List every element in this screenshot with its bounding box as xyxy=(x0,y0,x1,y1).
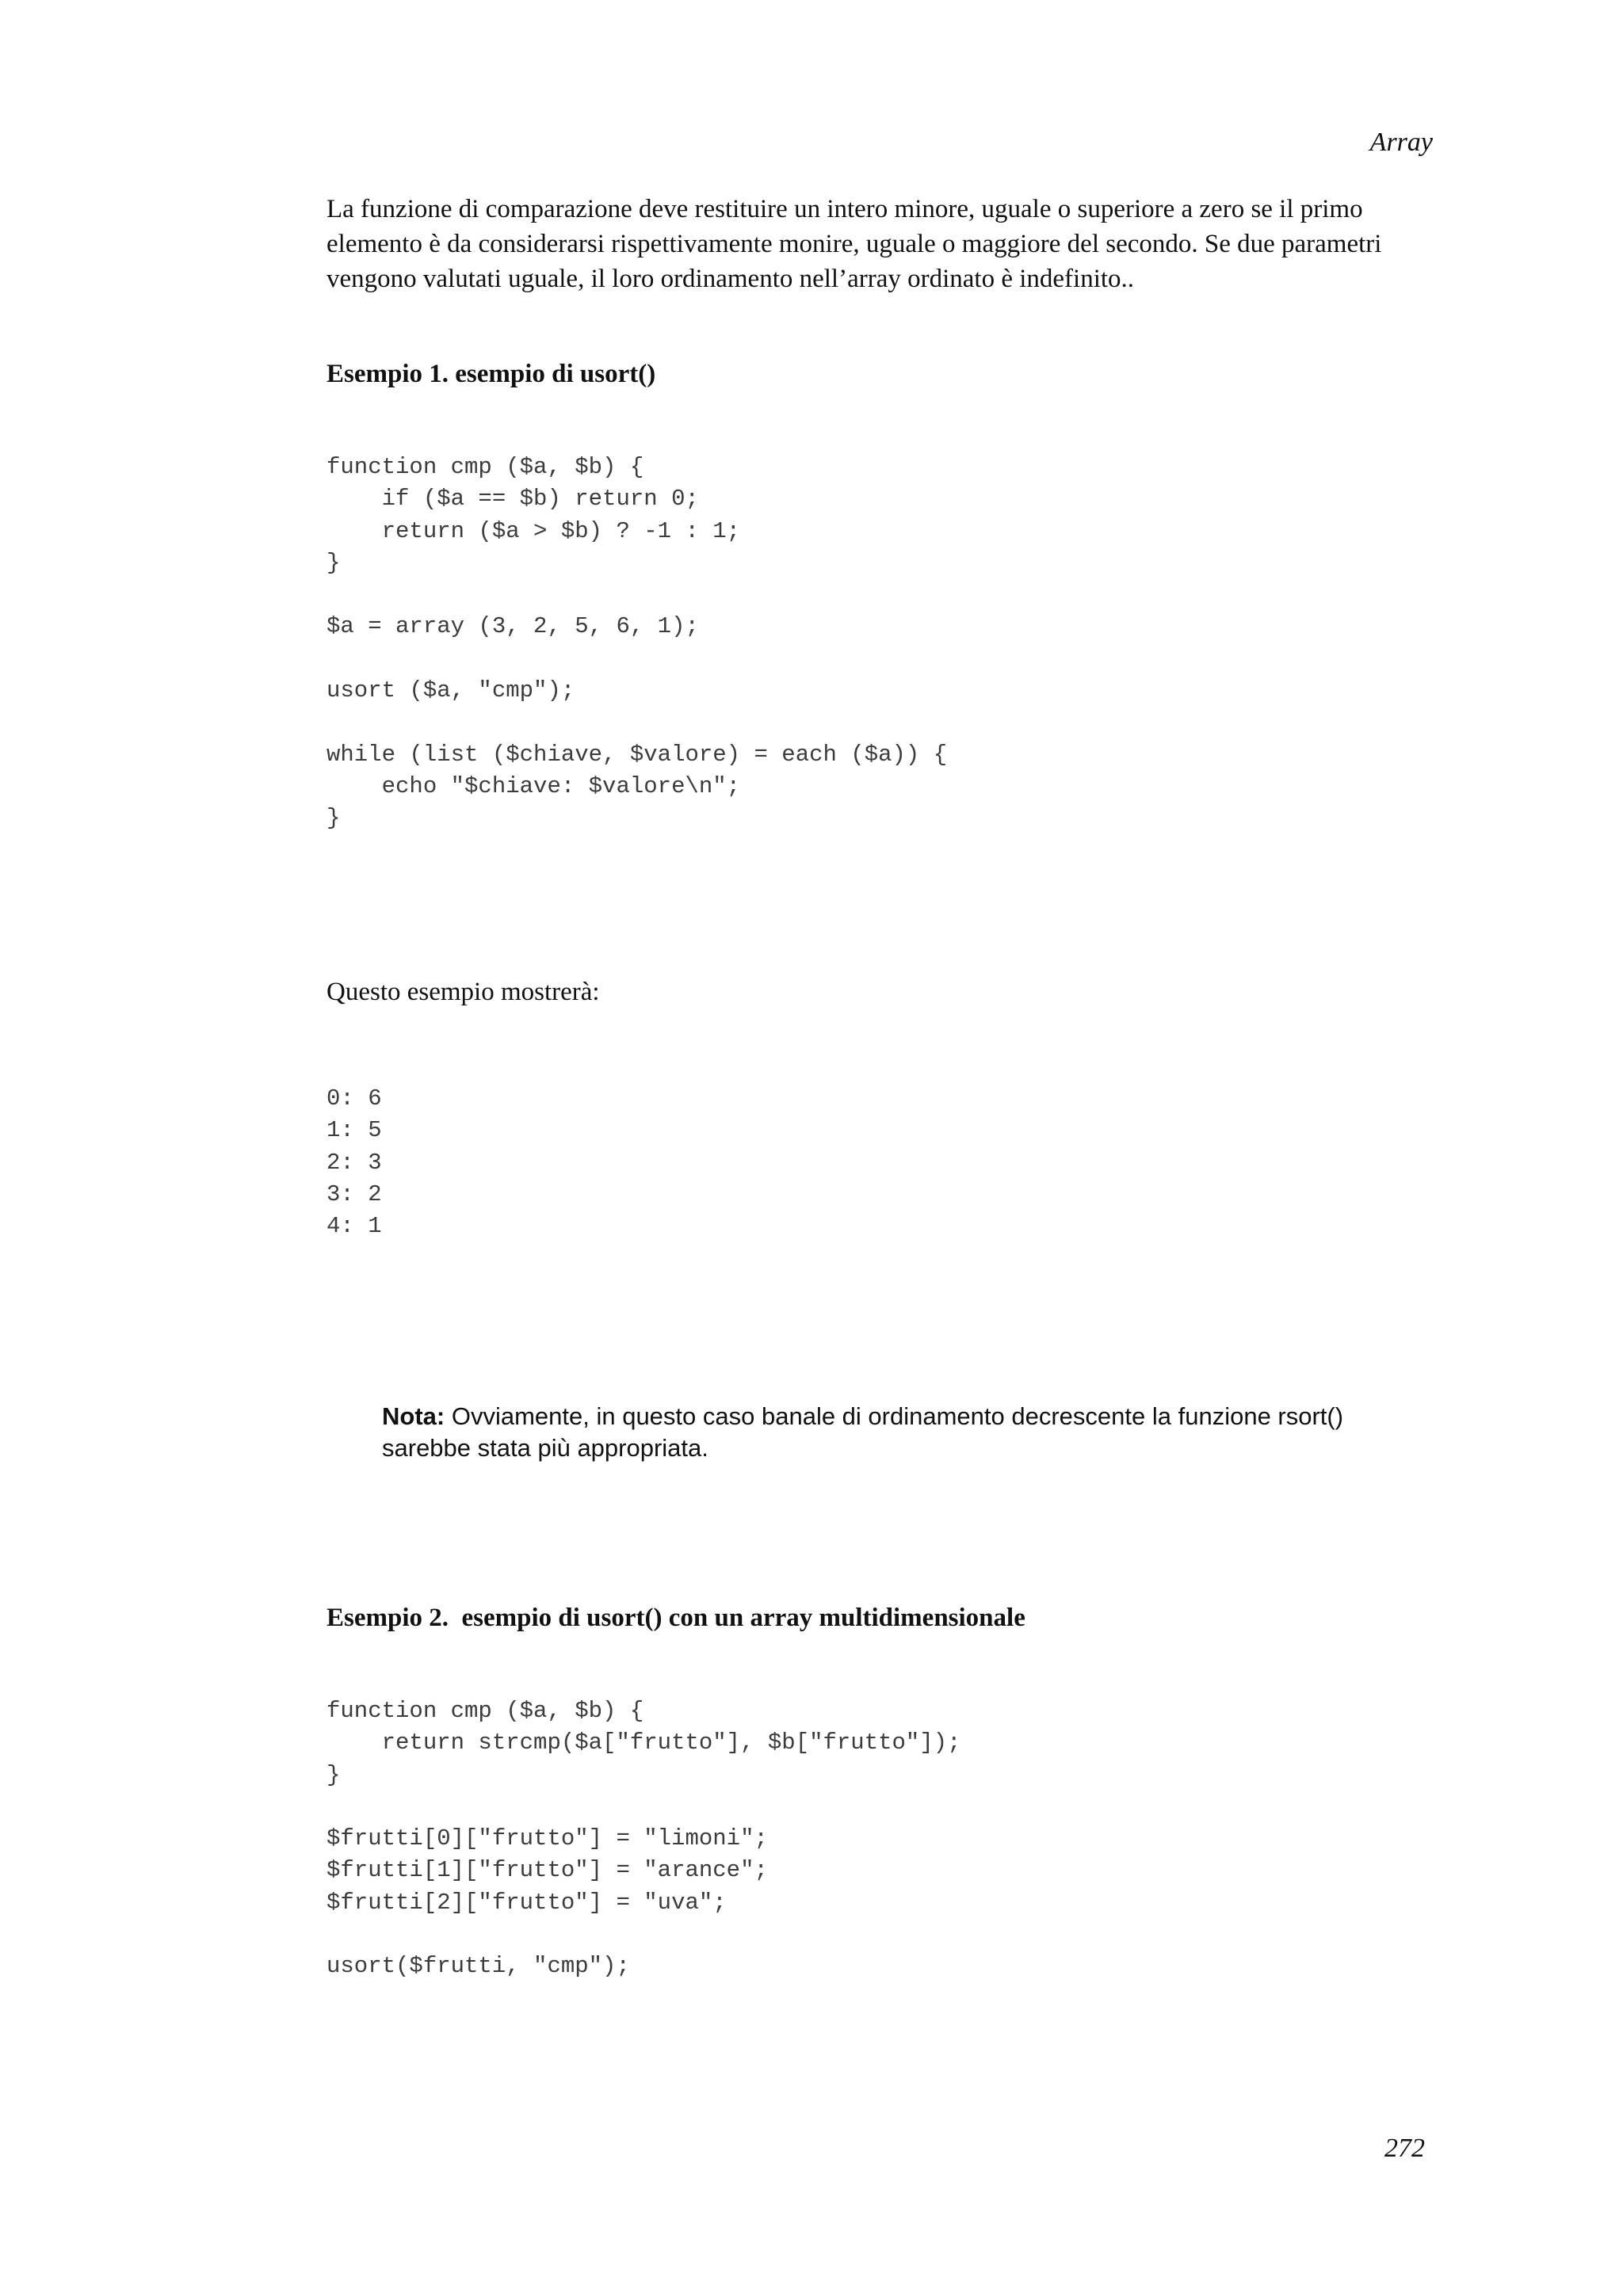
example-1-heading: Esempio 1. esempio di usort() xyxy=(327,360,656,388)
page-number: 272 xyxy=(1384,2134,1425,2163)
example-1-code-block: function cmp ($a, $b) { if ($a == $b) return 0; return ($a > $b) ? -1 : 1; } $a = array (3, 2, 5, 6, 1); usort ($a, "cmp"); while (list ($chiave, $valore) = each ($a)) { echo "$chiave: $valore\n"; } xyxy=(327,454,948,832)
example-2-code-block: function cmp ($a, $b) { return strcmp($a["frutto"], $b["frutto"]); } $frutti[0]["frutto"] = "limoni"; $frutti[1]["frutto"] = "arance"; $frutti[2]["frutto"] = "uva"; usort($frutti, "cmp"); xyxy=(327,1698,961,1980)
note-label: Nota: xyxy=(382,1402,445,1430)
example-2-heading: Esempio 2. esempio di usort() con un array multidimensionale xyxy=(327,1604,1025,1632)
example-1-output-intro: Questo esempio mostrerà: xyxy=(327,978,600,1006)
example-1-output-block: 0: 6 1: 5 2: 3 3: 2 4: 1 xyxy=(327,1085,382,1240)
running-header: Array xyxy=(1369,128,1433,157)
note-text: Ovviamente, in questo caso banale di ordinamento decrescente la funzione rsort() sarebbe stata più appropriata. xyxy=(382,1402,1344,1462)
note-box xyxy=(382,1401,1412,1464)
intro-paragraph: La funzione di comparazione deve restituire un intero minore, uguale o superiore a zero se il primo elemento è da considerarsi rispettivamente monire, uguale o maggiore del secondo. Se due parametri vengono valutati uguale, il loro ordinamento nell’array ordinato è indefinito.. xyxy=(327,195,1382,293)
